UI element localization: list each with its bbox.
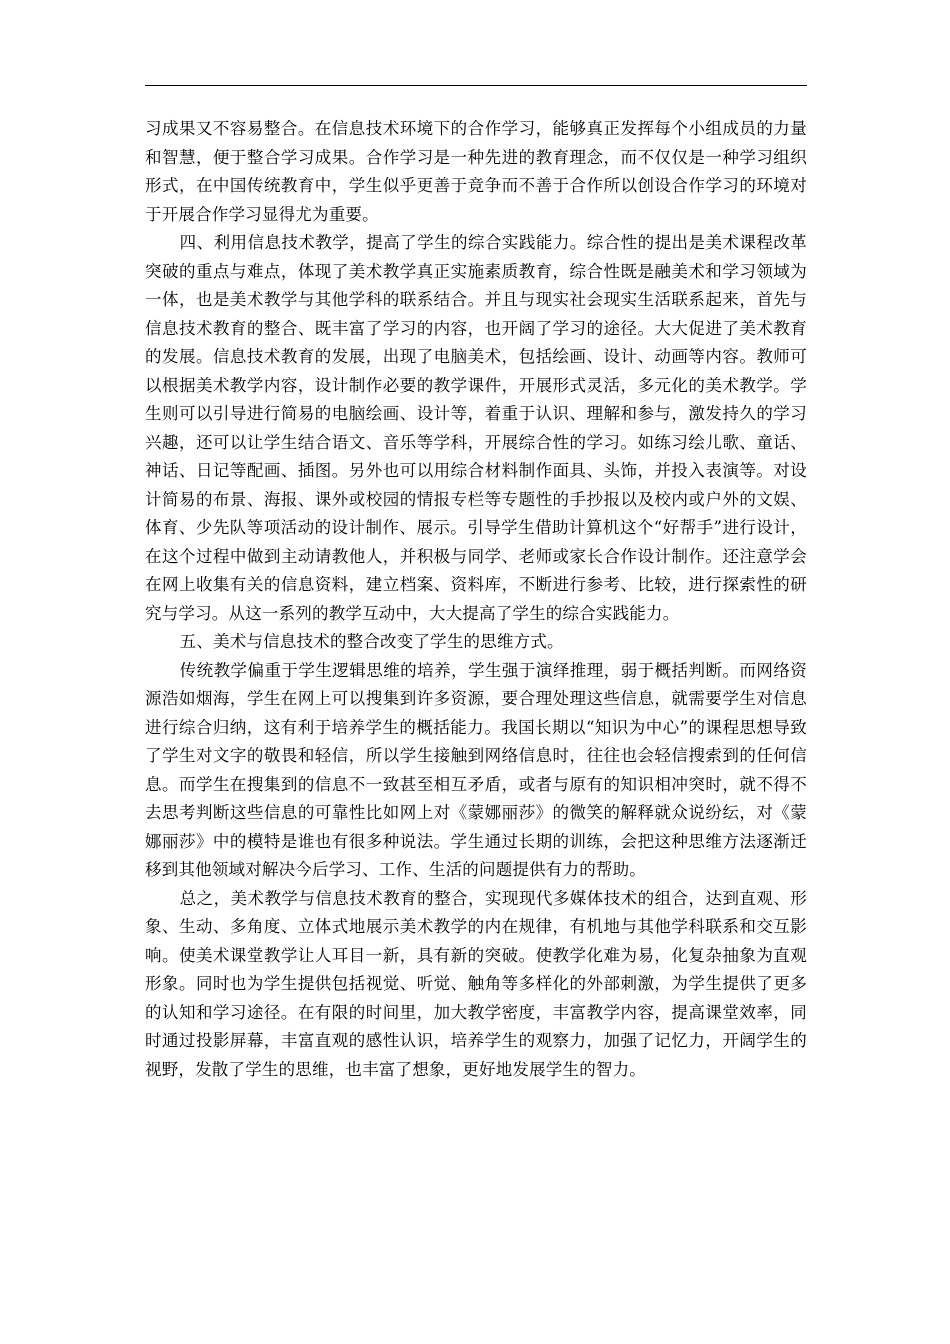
header-rule — [145, 85, 807, 86]
document-body — [145, 115, 807, 1084]
paragraph-thinking-methods: 传统教学偏重于学生逻辑思维的培养，学生强于演绎推理，弱于概括判断。而网络资源浩如烟海，学生在网上可以搜集到许多资源，要合理处理这些信息，就需要学生对信息进行综合归纳，这有利于培养学生的概括能力。我国长期以“知识为中心”的课程思想导致了学生对文字的敬畏和轻信，所以学生接触到网络信息时，往往也会轻信搜索到的任何信息。而学生在搜集到的信息不一致甚至相互矛盾，或者与原有的知识相冲突时，就不得不去思考判断这些信息的可靠性比如网上对《蒙娜丽莎》的微笑的解释就众说纷纭，对《蒙娜丽莎》中的模特是谁也有很多种说法。学生通过长期的训练，会把这种思维方法逐渐迁移到其他领域对解决今后学习、工作、生活的问题提供有力的帮助。 — [145, 660, 807, 879]
paragraph-section-four: 四、利用信息技术教学，提高了学生的综合实践能力。综合性的提出是美术课程改革突破的重点与难点，体现了美术教学真正实施素质教育，综合性既是融美术和学习领域为一体，也是美术教学与其他学科的联系结合。并且与现实社会现实生活联系起来，首先与信息技术教育的整合、既丰富了学习的内容，也开阔了学习的途径。大大促进了美术教育的发展。信息技术教育的发展，出现了电脑美术，包括绘画、设计、动画等内容。教师可以根据美术教学内容，设计制作必要的教学课件，开展形式灵活，多元化的美术教学。学生则可以引导进行简易的电脑绘画、设计等，着重于认识、理解和参与，激发持久的学习兴趣，还可以让学生结合语文、音乐等学科，开展综合性的学习。如练习绘儿歌、童话、神话、日记等配画、插图。另外也可以用综合材料制作面具、头饰，并投入表演等。对设计简易的布景、海报、课外或校园的情报专栏等专题性的手抄报以及校内或户外的文娱、体育、少先队等项活动的设计制作、展示。引导学生借助计算机这个“好帮手”进行设计，在这个过程中做到主动请教他人，并积极与同学、老师或家长合作设计制作。还注意学会在网上收集有关的信息资料，建立档案、资料库，不断进行参考、比较，进行探索性的研究与学习。从这一系列的教学互动中，大大提高了学生的综合实践能力。 — [145, 233, 807, 623]
paragraph-continuation: 习成果又不容易整合。在信息技术环境下的合作学习，能够真正发挥每个小组成员的力量和智慧，便于整合学习成果。合作学习是一种先进的教育理念，而不仅仅是一种学习组织形式，在中国传统教育中，学生似乎更善于竞争而不善于合作所以创设合作学习的环境对于开展合作学习显得尤为重要。 — [145, 119, 807, 224]
paragraph-conclusion: 总之，美术教学与信息技术教育的整合，实现现代多媒体技术的组合，达到直观、形象、生动、多角度、立体式地展示美术教学的内在规律，有机地与其他学科联系和交互影响。使美术课堂教学让人耳目一新，具有新的突破。使教学化难为易，化复杂抽象为直观形象。同时也为学生提供包括视觉、听觉、触角等多样化的外部刺激，为学生提供了更多的认知和学习途径。在有限的时间里，加大教学密度，丰富教学内容，提高课堂效率，同时通过投影屏幕，丰富直观的感性认识，培养学生的观察力，加强了记忆力，开阔学生的视野，发散了学生的思维，也丰富了想象，更好地发展学生的智力。 — [145, 888, 807, 1079]
paragraph-section-five-heading: 五、美术与信息技术的整合改变了学生的思维方式。 — [179, 632, 564, 651]
